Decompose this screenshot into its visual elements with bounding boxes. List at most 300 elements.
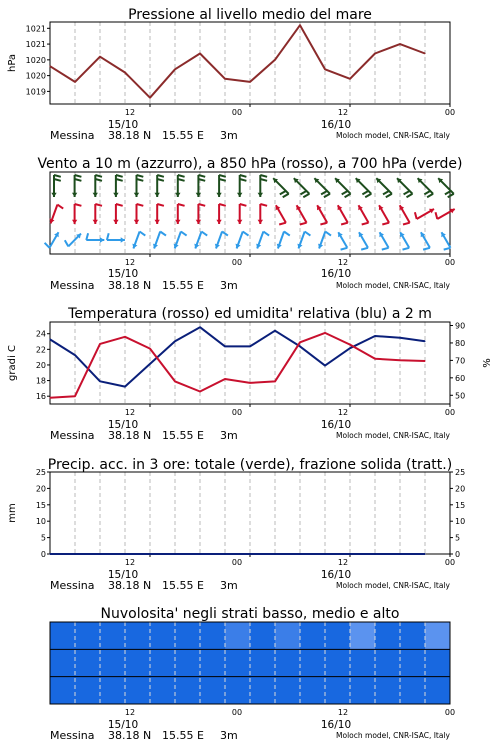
cloud-cell <box>225 622 251 650</box>
wind-barb-flag <box>300 223 307 225</box>
wind-barb-head <box>134 220 139 224</box>
wind-barb-flag <box>341 223 348 225</box>
wind-barb <box>155 204 164 224</box>
wind-barb <box>86 233 104 243</box>
wind-barb-head <box>216 193 221 197</box>
temperature-line-point <box>224 378 225 379</box>
wind-barb-flag <box>305 232 311 236</box>
date-label: 15/10 <box>107 719 139 731</box>
cloud-cell <box>350 677 376 705</box>
precip-total-line-point <box>349 553 350 554</box>
wind-barb-flag <box>436 212 438 219</box>
cloud-cell <box>400 622 426 650</box>
wind-barb-flag <box>404 191 410 195</box>
y-tick-label-left: 5 <box>40 533 46 543</box>
x-tick-label: 12 <box>124 408 136 417</box>
y-tick-label-right: 10 <box>455 517 466 527</box>
model-credit: Moloch model, CNR-ISAC, Italy <box>336 731 450 740</box>
date-label: 16/10 <box>320 268 352 280</box>
temperature-line-point <box>349 344 350 345</box>
wind-barb <box>276 205 286 224</box>
wind-barb <box>65 234 81 247</box>
model-credit: Moloch model, CNR-ISAC, Italy <box>336 131 450 140</box>
wind-barb-flag <box>65 240 69 246</box>
wind-barb <box>258 175 268 197</box>
temperature-line-point <box>324 332 325 333</box>
wind-barb-flag <box>95 179 102 181</box>
wind-barb <box>72 175 81 197</box>
pressure-line <box>50 25 425 98</box>
cloud-cell <box>300 649 326 677</box>
pressure-line-point <box>74 81 75 82</box>
cloud-cell <box>75 622 101 650</box>
precip-total-line-point <box>99 553 100 554</box>
wind-barb-flag <box>365 194 371 198</box>
y-tick-label-left: 18 <box>35 376 46 386</box>
wind-barb <box>436 209 455 219</box>
wind-barb-flag <box>137 175 144 177</box>
location-alt: 3m <box>220 279 238 292</box>
pressure-line-point <box>349 78 350 79</box>
wind-barb-flag <box>160 232 166 236</box>
cloud-cell <box>200 649 226 677</box>
precip-total-line-point <box>224 553 225 554</box>
wind-barb <box>421 232 430 249</box>
pressure-line-point <box>99 56 100 57</box>
wind-barb-flag <box>86 233 88 240</box>
precip-total-line-point <box>374 553 375 554</box>
location-alt: 3m <box>220 729 238 742</box>
location-alt: 3m <box>220 579 238 592</box>
cloud-cell <box>250 677 276 705</box>
pressure-line-point <box>399 44 400 45</box>
panel-title: Nuvolosita' negli strati basso, medio e alto <box>100 606 400 622</box>
wind-barb-flag <box>427 194 433 198</box>
wind-barb-flag <box>116 175 123 177</box>
wind-barb-flag <box>45 243 50 248</box>
wind-barb-head <box>113 220 118 224</box>
location-lon: 15.55 E <box>162 279 204 292</box>
wind-barb <box>113 175 123 197</box>
y-tick-label: 1021 <box>25 24 46 34</box>
precip-total-line-point <box>49 553 50 554</box>
cloud-cell <box>275 677 301 705</box>
wind-barb-flag <box>280 191 286 195</box>
cloud-cell <box>200 677 226 705</box>
pressure-line-point <box>374 53 375 54</box>
y-tick-label-left: 0 <box>40 550 46 559</box>
wind-barb <box>359 232 368 249</box>
precip-total-line-point <box>324 553 325 554</box>
wind-barb-head <box>175 193 180 197</box>
wind-barb-head <box>72 220 77 224</box>
wind-barb-flag <box>137 204 144 206</box>
wind-barb <box>356 178 372 197</box>
wind-barb-flag <box>386 194 392 198</box>
wind-barb-flag <box>243 232 249 236</box>
location-name: Messina <box>50 279 95 292</box>
cloud-cell <box>100 649 126 677</box>
cloud-cell <box>175 622 201 650</box>
precip-total-line-point <box>399 553 400 554</box>
x-tick-label: 00 <box>444 408 456 417</box>
wind-barb <box>397 178 413 197</box>
x-tick-label: 00 <box>444 558 456 567</box>
cloud-cell <box>350 622 376 650</box>
wind-barb-flag <box>107 233 109 240</box>
y-tick-label-right: 0 <box>455 550 461 559</box>
location-lon: 15.55 E <box>162 579 204 592</box>
pressure-line-point <box>424 53 425 54</box>
pressure-line-point <box>249 81 250 82</box>
y-tick-label-right: 15 <box>455 500 466 510</box>
y-tick-label: 1021 <box>25 40 46 50</box>
date-label: 16/10 <box>320 419 352 431</box>
cloud-cell <box>100 622 126 650</box>
x-tick-label: 12 <box>124 708 136 717</box>
wind-barb-head <box>51 193 56 197</box>
humidity-line-point <box>249 346 250 347</box>
humidity-line-point <box>324 365 325 366</box>
cloud-cell <box>325 622 351 650</box>
humidity-line-point <box>99 381 100 382</box>
panel-3 <box>7 306 493 442</box>
wind-barb-flag <box>260 204 267 206</box>
cloud-cell <box>50 677 76 705</box>
cloud-cell <box>75 649 101 677</box>
wind-barb <box>155 175 164 197</box>
y-tick-label-left: 10 <box>35 517 46 527</box>
wind-barb-flag <box>222 232 228 236</box>
temperature-line-point <box>99 343 100 344</box>
wind-barb-flag <box>157 179 164 181</box>
wind-barb <box>400 232 409 249</box>
wind-barb-flag <box>279 223 286 225</box>
wind-barb-flag <box>202 232 208 236</box>
location-name: Messina <box>50 429 95 442</box>
wind-barb <box>438 178 454 197</box>
wind-barb-flag <box>219 204 226 206</box>
wind-barb-head <box>258 193 263 197</box>
x-tick-label: 00 <box>444 708 456 717</box>
wind-barb <box>72 204 81 224</box>
wind-barb <box>174 232 187 249</box>
wind-barb-flag <box>75 179 82 181</box>
y-tick-label-left: 22 <box>35 345 46 355</box>
wind-barb-flag <box>283 194 289 198</box>
wind-barb-flag <box>382 248 389 250</box>
location-alt: 3m <box>220 129 238 142</box>
humidity-line-point <box>74 355 75 356</box>
model-credit: Moloch model, CNR-ISAC, Italy <box>336 581 450 590</box>
x-tick-label: 12 <box>337 708 349 717</box>
y-axis-label-left: gradi C <box>7 345 18 381</box>
cloud-cell <box>375 677 401 705</box>
wind-barb-flag <box>321 191 327 195</box>
location-name: Messina <box>50 729 95 742</box>
wind-barb <box>237 204 246 224</box>
y-tick-label: 1020 <box>25 55 46 65</box>
wind-barb-head <box>175 220 180 224</box>
y-tick-label-left: 15 <box>35 500 46 510</box>
wind-barb <box>175 204 185 224</box>
wind-barb <box>294 178 310 197</box>
wind-barb-flag <box>240 179 247 181</box>
date-label: 16/10 <box>320 569 352 581</box>
wind-barb <box>317 205 327 224</box>
wind-barb-flag <box>140 232 146 236</box>
wind-barb-flag <box>403 223 410 225</box>
precip-total-line-point <box>74 553 75 554</box>
location-lat: 38.18 N <box>108 429 152 442</box>
panel-title: Pressione al livello medio del mare <box>128 7 372 23</box>
precip-total-line-point <box>424 553 425 554</box>
wind-barb <box>258 204 268 224</box>
wind-barb-flag <box>178 179 185 181</box>
panel-4 <box>7 457 465 592</box>
cloud-cell <box>150 622 176 650</box>
wind-barb-flag <box>415 212 417 219</box>
wind-barb <box>376 178 392 197</box>
wind-barb-flag <box>198 204 205 206</box>
panel-5 <box>50 606 455 742</box>
y-tick-label-left: 25 <box>35 468 46 477</box>
wind-barb-head <box>93 220 98 224</box>
x-tick-label: 12 <box>337 558 349 567</box>
temperature-line-point <box>274 381 275 382</box>
cloud-cell <box>225 649 251 677</box>
y-axis-label: hPa <box>7 53 18 73</box>
wind-barb-flag <box>178 175 185 177</box>
temperature-line-point <box>149 348 150 349</box>
cloud-cell <box>425 622 451 650</box>
cloud-cell <box>375 622 401 650</box>
humidity-line-point <box>374 335 375 336</box>
wind-barb-flag <box>240 204 247 206</box>
cloud-cell <box>175 677 201 705</box>
panel-1 <box>7 7 455 142</box>
wind-barb-head <box>155 193 160 197</box>
wind-barb <box>50 205 64 224</box>
cloud-cell <box>375 649 401 677</box>
wind-barb-head <box>121 237 125 242</box>
wind-barb <box>132 232 145 249</box>
cloud-cell <box>250 622 276 650</box>
date-label: 15/10 <box>107 569 139 581</box>
y-axis-label: mm <box>7 503 18 523</box>
cloud-cell <box>300 622 326 650</box>
wind-barb-head <box>93 193 98 197</box>
x-tick-label: 00 <box>444 258 456 267</box>
date-label: 16/10 <box>320 119 352 131</box>
wind-barb-flag <box>361 248 368 250</box>
temperature-line-point <box>199 391 200 392</box>
wind-barb-flag <box>383 191 389 195</box>
cloud-cell <box>150 649 176 677</box>
y-tick-label-right: 70 <box>455 356 466 366</box>
wind-barb-flag <box>260 179 267 181</box>
wind-barb <box>379 205 389 224</box>
wind-barb <box>400 205 410 224</box>
plot-frame <box>50 172 450 254</box>
humidity-line-point <box>149 363 150 364</box>
y-tick-label-right: 90 <box>455 321 466 331</box>
humidity-line-point <box>124 386 125 387</box>
x-tick-label: 12 <box>337 258 349 267</box>
wind-barb <box>379 232 388 249</box>
location-lon: 15.55 E <box>162 429 204 442</box>
x-tick-label: 12 <box>337 108 349 117</box>
cloud-cell <box>425 649 451 677</box>
location-lon: 15.55 E <box>162 129 204 142</box>
pressure-line-point <box>124 72 125 73</box>
wind-barb <box>296 205 306 224</box>
wind-barb <box>134 175 144 197</box>
cloud-cell <box>325 677 351 705</box>
wind-barb-flag <box>403 248 410 250</box>
model-credit: Moloch model, CNR-ISAC, Italy <box>336 431 450 440</box>
pressure-line-point <box>149 97 150 98</box>
wind-barb-flag <box>54 175 61 177</box>
location-name: Messina <box>50 129 95 142</box>
wind-barb <box>415 209 434 219</box>
wind-barb-flag <box>116 204 123 206</box>
wind-barb-flag <box>157 175 164 177</box>
cloud-cell <box>150 677 176 705</box>
y-tick-label-left: 16 <box>35 392 46 402</box>
model-credit: Moloch model, CNR-ISAC, Italy <box>336 281 450 290</box>
temperature-line <box>50 333 425 398</box>
x-tick-label: 00 <box>444 108 456 117</box>
wind-barb-head <box>100 237 104 242</box>
wind-barb <box>134 204 144 224</box>
pressure-line-point <box>199 53 200 54</box>
wind-barb <box>273 178 289 197</box>
cloud-cell <box>275 649 301 677</box>
wind-barb <box>314 178 330 197</box>
cloud-cell <box>325 649 351 677</box>
location-lat: 38.18 N <box>108 579 152 592</box>
y-tick-label-right: 50 <box>455 391 466 401</box>
temperature-line-point <box>49 397 50 398</box>
y-tick-label-right: 5 <box>455 533 461 543</box>
wind-barb-flag <box>157 204 164 206</box>
y-tick-label-left: 20 <box>35 360 46 370</box>
y-tick-label: 1020 <box>25 71 46 81</box>
cloud-cell <box>300 677 326 705</box>
wind-barb-flag <box>240 175 247 177</box>
wind-barb <box>441 232 450 249</box>
cloud-cell <box>425 677 451 705</box>
wind-barb-head <box>134 193 139 197</box>
y-tick-label-right: 20 <box>455 484 466 494</box>
wind-barb <box>277 232 290 249</box>
wind-barb <box>216 175 225 197</box>
precip-total-line-point <box>199 553 200 554</box>
cloud-cell <box>200 622 226 650</box>
humidity-line-point <box>199 327 200 328</box>
precip-total-line-point <box>299 553 300 554</box>
wind-barb-head <box>113 193 118 197</box>
wind-barb-flag <box>198 179 205 181</box>
pressure-line-point <box>174 69 175 70</box>
wind-barb-flag <box>423 248 430 250</box>
x-tick-label: 12 <box>124 258 136 267</box>
cloud-cell <box>75 677 101 705</box>
date-label: 15/10 <box>107 119 139 131</box>
cloud-cell <box>125 622 151 650</box>
wind-barb-flag <box>362 191 368 195</box>
humidity-line-point <box>349 348 350 349</box>
wind-barb <box>358 205 368 224</box>
temperature-line-point <box>374 358 375 359</box>
wind-barb-flag <box>407 194 413 198</box>
humidity-line-point <box>274 330 275 331</box>
cloud-cell <box>50 622 76 650</box>
humidity-line-point <box>174 341 175 342</box>
date-label: 15/10 <box>107 268 139 280</box>
wind-barb-head <box>216 220 221 224</box>
wind-barb <box>338 232 347 249</box>
wind-barb <box>216 204 225 224</box>
wind-barb-flag <box>116 179 123 181</box>
wind-barb-flag <box>263 232 269 236</box>
x-tick-label: 00 <box>231 408 243 417</box>
wind-barb-flag <box>54 179 61 181</box>
wind-barb-flag <box>284 232 290 236</box>
humidity-line-point <box>399 337 400 338</box>
precip-total-line-point <box>149 553 150 554</box>
precip-total-line-point <box>174 553 175 554</box>
wind-barb-flag <box>320 223 327 225</box>
humidity-line-point <box>224 346 225 347</box>
x-tick-label: 00 <box>231 108 243 117</box>
humidity-line-point <box>49 339 50 340</box>
wind-barb <box>107 233 125 243</box>
wind-barb-flag <box>198 175 205 177</box>
x-tick-label: 12 <box>337 408 349 417</box>
cloud-cell <box>125 677 151 705</box>
precip-total-line-point <box>124 553 125 554</box>
temperature-line-point <box>299 342 300 343</box>
wind-barb-head <box>155 220 160 224</box>
panel-2 <box>37 156 462 292</box>
wind-barb-flag <box>75 204 82 206</box>
cloud-cell <box>400 649 426 677</box>
cloud-cell <box>275 622 301 650</box>
precip-total-line-point <box>249 553 250 554</box>
temperature-line-point <box>74 396 75 397</box>
wind-barb-flag <box>341 248 348 250</box>
wind-barb <box>175 175 185 197</box>
plot-frame <box>50 322 450 404</box>
y-tick-label-left: 20 <box>35 484 46 494</box>
temperature-line-point <box>399 360 400 361</box>
wind-barb <box>194 232 207 249</box>
pressure-line-point <box>49 66 50 67</box>
wind-barb <box>93 175 102 197</box>
wind-barb <box>113 204 123 224</box>
location-lat: 38.18 N <box>108 279 152 292</box>
wind-barb-flag <box>137 179 144 181</box>
date-label: 15/10 <box>107 419 139 431</box>
wind-barb <box>335 178 351 197</box>
wind-barb-head <box>258 220 263 224</box>
cloud-cell <box>50 649 76 677</box>
wind-barb-flag <box>325 232 331 236</box>
wind-barb-flag <box>57 205 63 209</box>
wind-barb-head <box>237 220 242 224</box>
